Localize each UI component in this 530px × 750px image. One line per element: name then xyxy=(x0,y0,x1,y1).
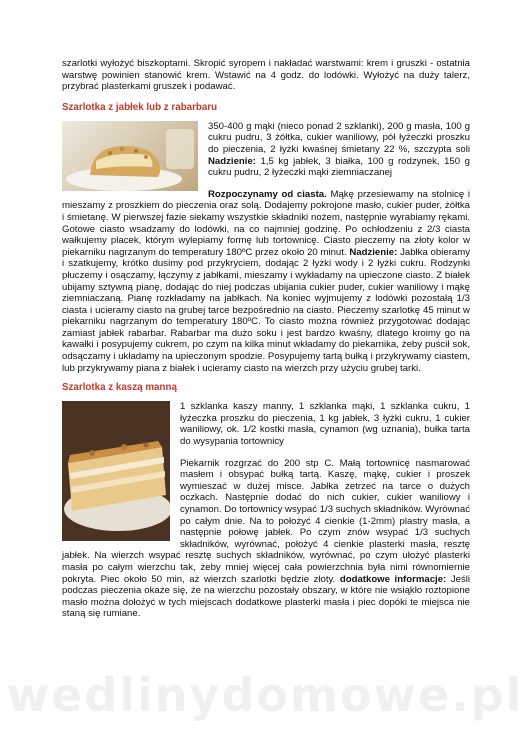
recipe1-nadzienie2-label: Nadzienie: xyxy=(349,246,398,258)
recipe2-ingredients: 1 szklanka kaszy manny, 1 szklanka mąki, 1 szklanka cukru, 1 łyżeczka proszku do pieczenia, 1 kg jabłek, 3 łyżki cukru, 1 cukier waniliowy, ok. 1/2 kostki masła, cynamon (wg uznania), bułka tarta do wysypania tortownicy xyxy=(180,401,470,448)
recipe1-method-label: Rozpoczynamy od ciasta. xyxy=(208,188,327,200)
recipe1-ingredients-b: 1,5 kg jabłek, 3 białka, 100 g rodzynek, 150 g cukru pudru, 2 łyżeczki mąki ziemniaczanej xyxy=(208,155,470,179)
recipe2-method-text: Piekarnik rozgrzać do 200 stp C. Małą tortownicę nasmarować masłem i obsypać bułką tartą. Kaszę, mąkę, cukier i proszek wymieszać w dużej misce. Jabłka zetrzeć na tarce o dużych oczkach. Następnie dodać do nich cukier, cukier waniliowy i cynamon. Do tortownicy wsypać 1/3 suchych składników. Wyrównać po całym dnie. Na to położyć 4 cienkie (1-2mm) plastry masła, a następnie połowę jabłek. Po czym znów wsypać 1/3 suchych składników, wyrównać, położyć 4 cienkie plasterki masła, resztę jabłek. Na wierzch wsypać resztę suchych składników, wyrównać, po czym ułożyć plasterki masła po całym wierzchu tak, żeby mniej więcej cała powierzchnia była nimi równomiernie pokryta. Piec około 50 min, aż wierzch szarlotki będzie złoty. xyxy=(62,457,470,585)
recipe2-photo xyxy=(62,401,170,541)
recipe-page xyxy=(62,58,470,620)
recipe1-nadzienie-label: Nadzienie: xyxy=(208,155,256,167)
recipe1-ingredients-a: 350-400 g mąki (nieco ponad 2 szklanki), 200 g masła, 100 g cukru pudru, 3 żółtka, cukier waniliowy, pół łyżeczki proszku do pieczenia, 2 łyżki kwaśnej śmietany 22 %, szczypta soli xyxy=(208,120,470,155)
recipe2-extra: Jeśli podczas pieczenia okaże się, że na wierzchu pozostały obszary, w które nie wsiąkło roztopione masło można dołożyć w tych miejscach dodatkowe plasterki masła i piec dopóki te miejsca nie staną się rumiane. xyxy=(62,573,471,620)
recipe1-photo xyxy=(62,121,198,191)
recipe2-title: Szarlotka z kaszą manną xyxy=(62,382,177,394)
watermark: wedlinydomowe.pl xyxy=(6,668,524,722)
recipe2-extra-label: dodatkowe informacje: xyxy=(339,573,447,585)
intro-paragraph: szarlotki wyłożyć biszkoptami. Skropić syropem i nakładać warstwami: krem i gruszki - ostatnia warstwę powinien stanowić krem. Wstawić na 4 godz. do lodówki. Wyłożyć na duży talerz, przybrać plasterkami gruszek i podawać. xyxy=(62,58,470,93)
recipe1-title: Szarlotka z jabłek lub z rabarbaru xyxy=(62,101,218,113)
recipe1-method-b: Jabłka obieramy i szatkujemy, krótko dusimy pod przykryciem, dodając 2 łyżki wody i 2 łyżki cukru. Rodzynki płuczemy i osączamy, łączymy z jabłkami, mieszamy i wykładamy na upieczone ciasto. Z białek ubijamy sztywną pianę, dodając do niej podczas ubijania cukier puder, cukier waniliowy i mąkę ziemniaczaną. Pianę rozkładamy na jabłkach. Na koniec wyjmujemy z lodówki pozostałą 1/3 ciasta i ucieramy ciasto na grubej tarce bezpośrednio na ciasto. Pieczemy szarlotkę 45 minut w piekarniku nagrzanym do temperatury 180ºC. To ciasto można również przygotować dodając zamiast jabłek rabarbar. Rabarbar ma dużo soku i jest bardzo kwaśny, dlatego kroimy go na kawałki i posypujemy cukrem, po czym na kilka minut wkładamy do piekarnika, żeby puścił sok, odsączamy i układamy na upieczonym spodzie. Posypujemy tartą bułką i przykrywamy ciastem, lub przykrywamy piana z białek i ucieramy ciasto na wierzch przy użyciu grubej tarki. xyxy=(62,246,471,374)
recipe1-method xyxy=(62,189,470,375)
recipe1-method-a: Mąkę przesiewamy na stolnicę i mieszamy z proszkiem do pieczenia oraz solą. Dodajemy pokrojone masło, cukier puder, żółtka i śmietanę. W pierwszej fazie siekamy wszystkie składniki nożem, następnie wyrabiamy rękami. Gotowe ciasto wsadzamy do lodówki, na co najmniej godzinę. Po ochłodzeniu z 2/3 ciasta wałkujemy placek, którym wylepiamy formę lub tortownicę. Ciasto pieczemy na złoty kolor w piekarniku nagrzanym do temperatury 180ºC przez około 20 minut. xyxy=(62,188,470,258)
